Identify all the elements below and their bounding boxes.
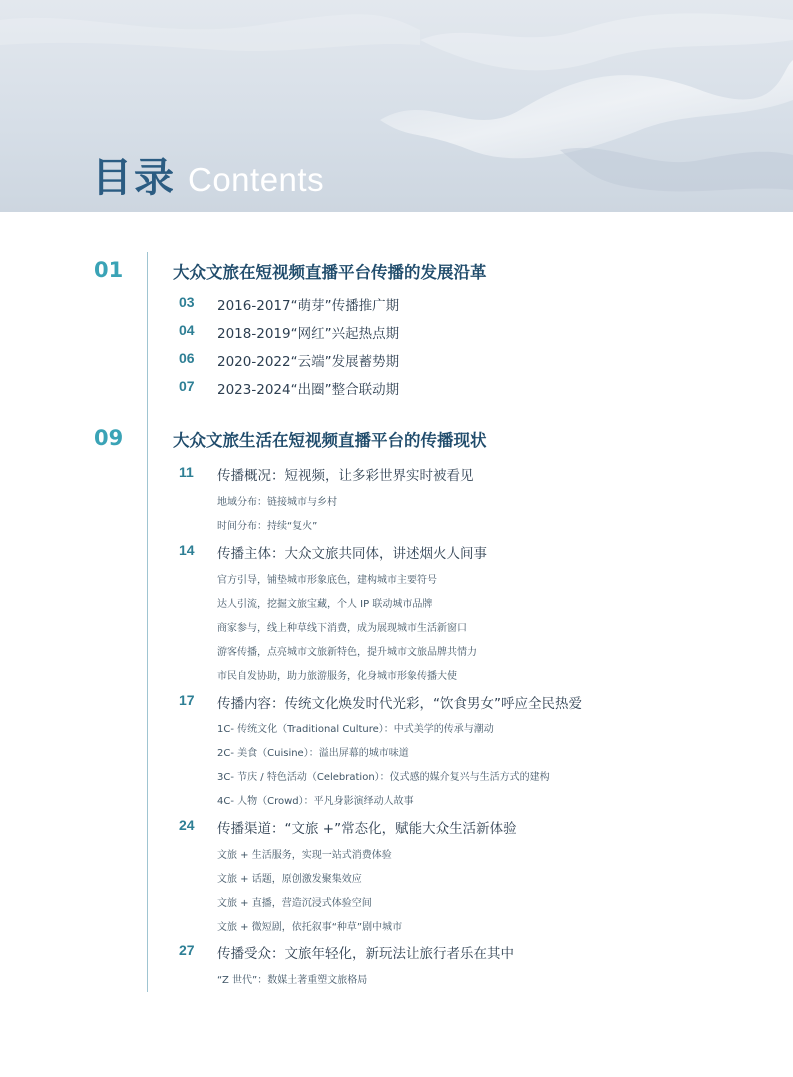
- section-number: 09: [94, 426, 124, 450]
- entry-title: 传播受众：文旅年轻化，新玩法让旅行者乐在其中: [217, 946, 514, 962]
- entry-title: 传播主体：大众文旅共同体，讲述烟火人间事: [217, 546, 487, 562]
- entry-title: 传播内容：传统文化焕发时代光彩，“饮食男女”呼应全民热爱: [217, 696, 582, 712]
- page-number: 04: [179, 322, 195, 338]
- sub-entry[interactable]: 文旅 + 微短剧，依托叙事“种草”剧中城市: [217, 922, 403, 933]
- divider-line: [147, 252, 148, 992]
- sub-entry[interactable]: 文旅 + 直播，营造沉浸式体验空间: [217, 898, 372, 909]
- sub-entry[interactable]: “Z 世代”：数媒土著重塑文旅格局: [217, 975, 368, 986]
- sub-entry[interactable]: 市民自发协助，助力旅游服务，化身城市形象传播大使: [217, 671, 457, 682]
- title-english: Contents: [188, 161, 325, 198]
- sub-entry[interactable]: 商家参与，线上种草线下消费，成为展现城市生活新窗口: [217, 623, 467, 634]
- entry-title: 2016-2017“萌芽”传播推广期: [217, 298, 400, 314]
- entry-title: 2023-2024“出圈”整合联动期: [217, 382, 400, 398]
- section-title[interactable]: 大众文旅在短视频直播平台传播的发展沿革: [173, 263, 487, 282]
- entry-title: 2020-2022“云端”发展蓄势期: [217, 354, 400, 370]
- sub-entry[interactable]: 游客传播，点亮城市文旅新特色，提升城市文旅品牌共情力: [217, 647, 477, 658]
- page-title: [92, 146, 325, 201]
- entry-title: 2018-2019“网红”兴起热点期: [217, 326, 400, 342]
- page-number: 27: [179, 942, 195, 958]
- title-chinese: 目录: [92, 155, 176, 201]
- page-number: 11: [179, 464, 194, 480]
- sub-entry[interactable]: 达人引流，挖掘文旅宝藏，个人 IP 联动城市品牌: [217, 599, 433, 610]
- sub-entry[interactable]: 文旅 + 生活服务，实现一站式消费体验: [217, 850, 392, 861]
- sub-entry[interactable]: 官方引导，铺垫城市形象底色，建构城市主要符号: [217, 575, 437, 586]
- sub-entry[interactable]: 3C- 节庆 / 特色活动（Celebration）：仪式感的媒介复兴与生活方式的建构: [217, 772, 550, 783]
- page-number: 07: [179, 378, 195, 394]
- page-number: 03: [179, 294, 195, 310]
- sub-entry[interactable]: 4C- 人物（Crowd）：平凡身影演绎动人故事: [217, 796, 414, 807]
- sub-entry[interactable]: 时间分布：持续“复火”: [217, 521, 318, 532]
- sub-entry[interactable]: 1C- 传统文化（Traditional Culture）：中式美学的传承与潮动: [217, 724, 494, 735]
- page-number: 14: [179, 542, 195, 558]
- sub-entry[interactable]: 文旅 + 话题，原创激发聚集效应: [217, 874, 362, 885]
- sub-entry[interactable]: 2C- 美食（Cuisine）：溢出屏幕的城市味道: [217, 748, 409, 759]
- page-number: 17: [179, 692, 195, 708]
- entry-title: 传播概况：短视频，让多彩世界实时被看见: [217, 468, 474, 484]
- header-banner: [0, 0, 793, 212]
- entry-title: 传播渠道：“文旅 +”常态化，赋能大众生活新体验: [217, 821, 517, 837]
- sub-entry[interactable]: 地域分布：链接城市与乡村: [217, 497, 337, 508]
- section-title[interactable]: 大众文旅生活在短视频直播平台的传播现状: [173, 431, 487, 450]
- section-number: 01: [94, 258, 124, 282]
- page-number: 24: [179, 817, 195, 833]
- page-number: 06: [179, 350, 195, 366]
